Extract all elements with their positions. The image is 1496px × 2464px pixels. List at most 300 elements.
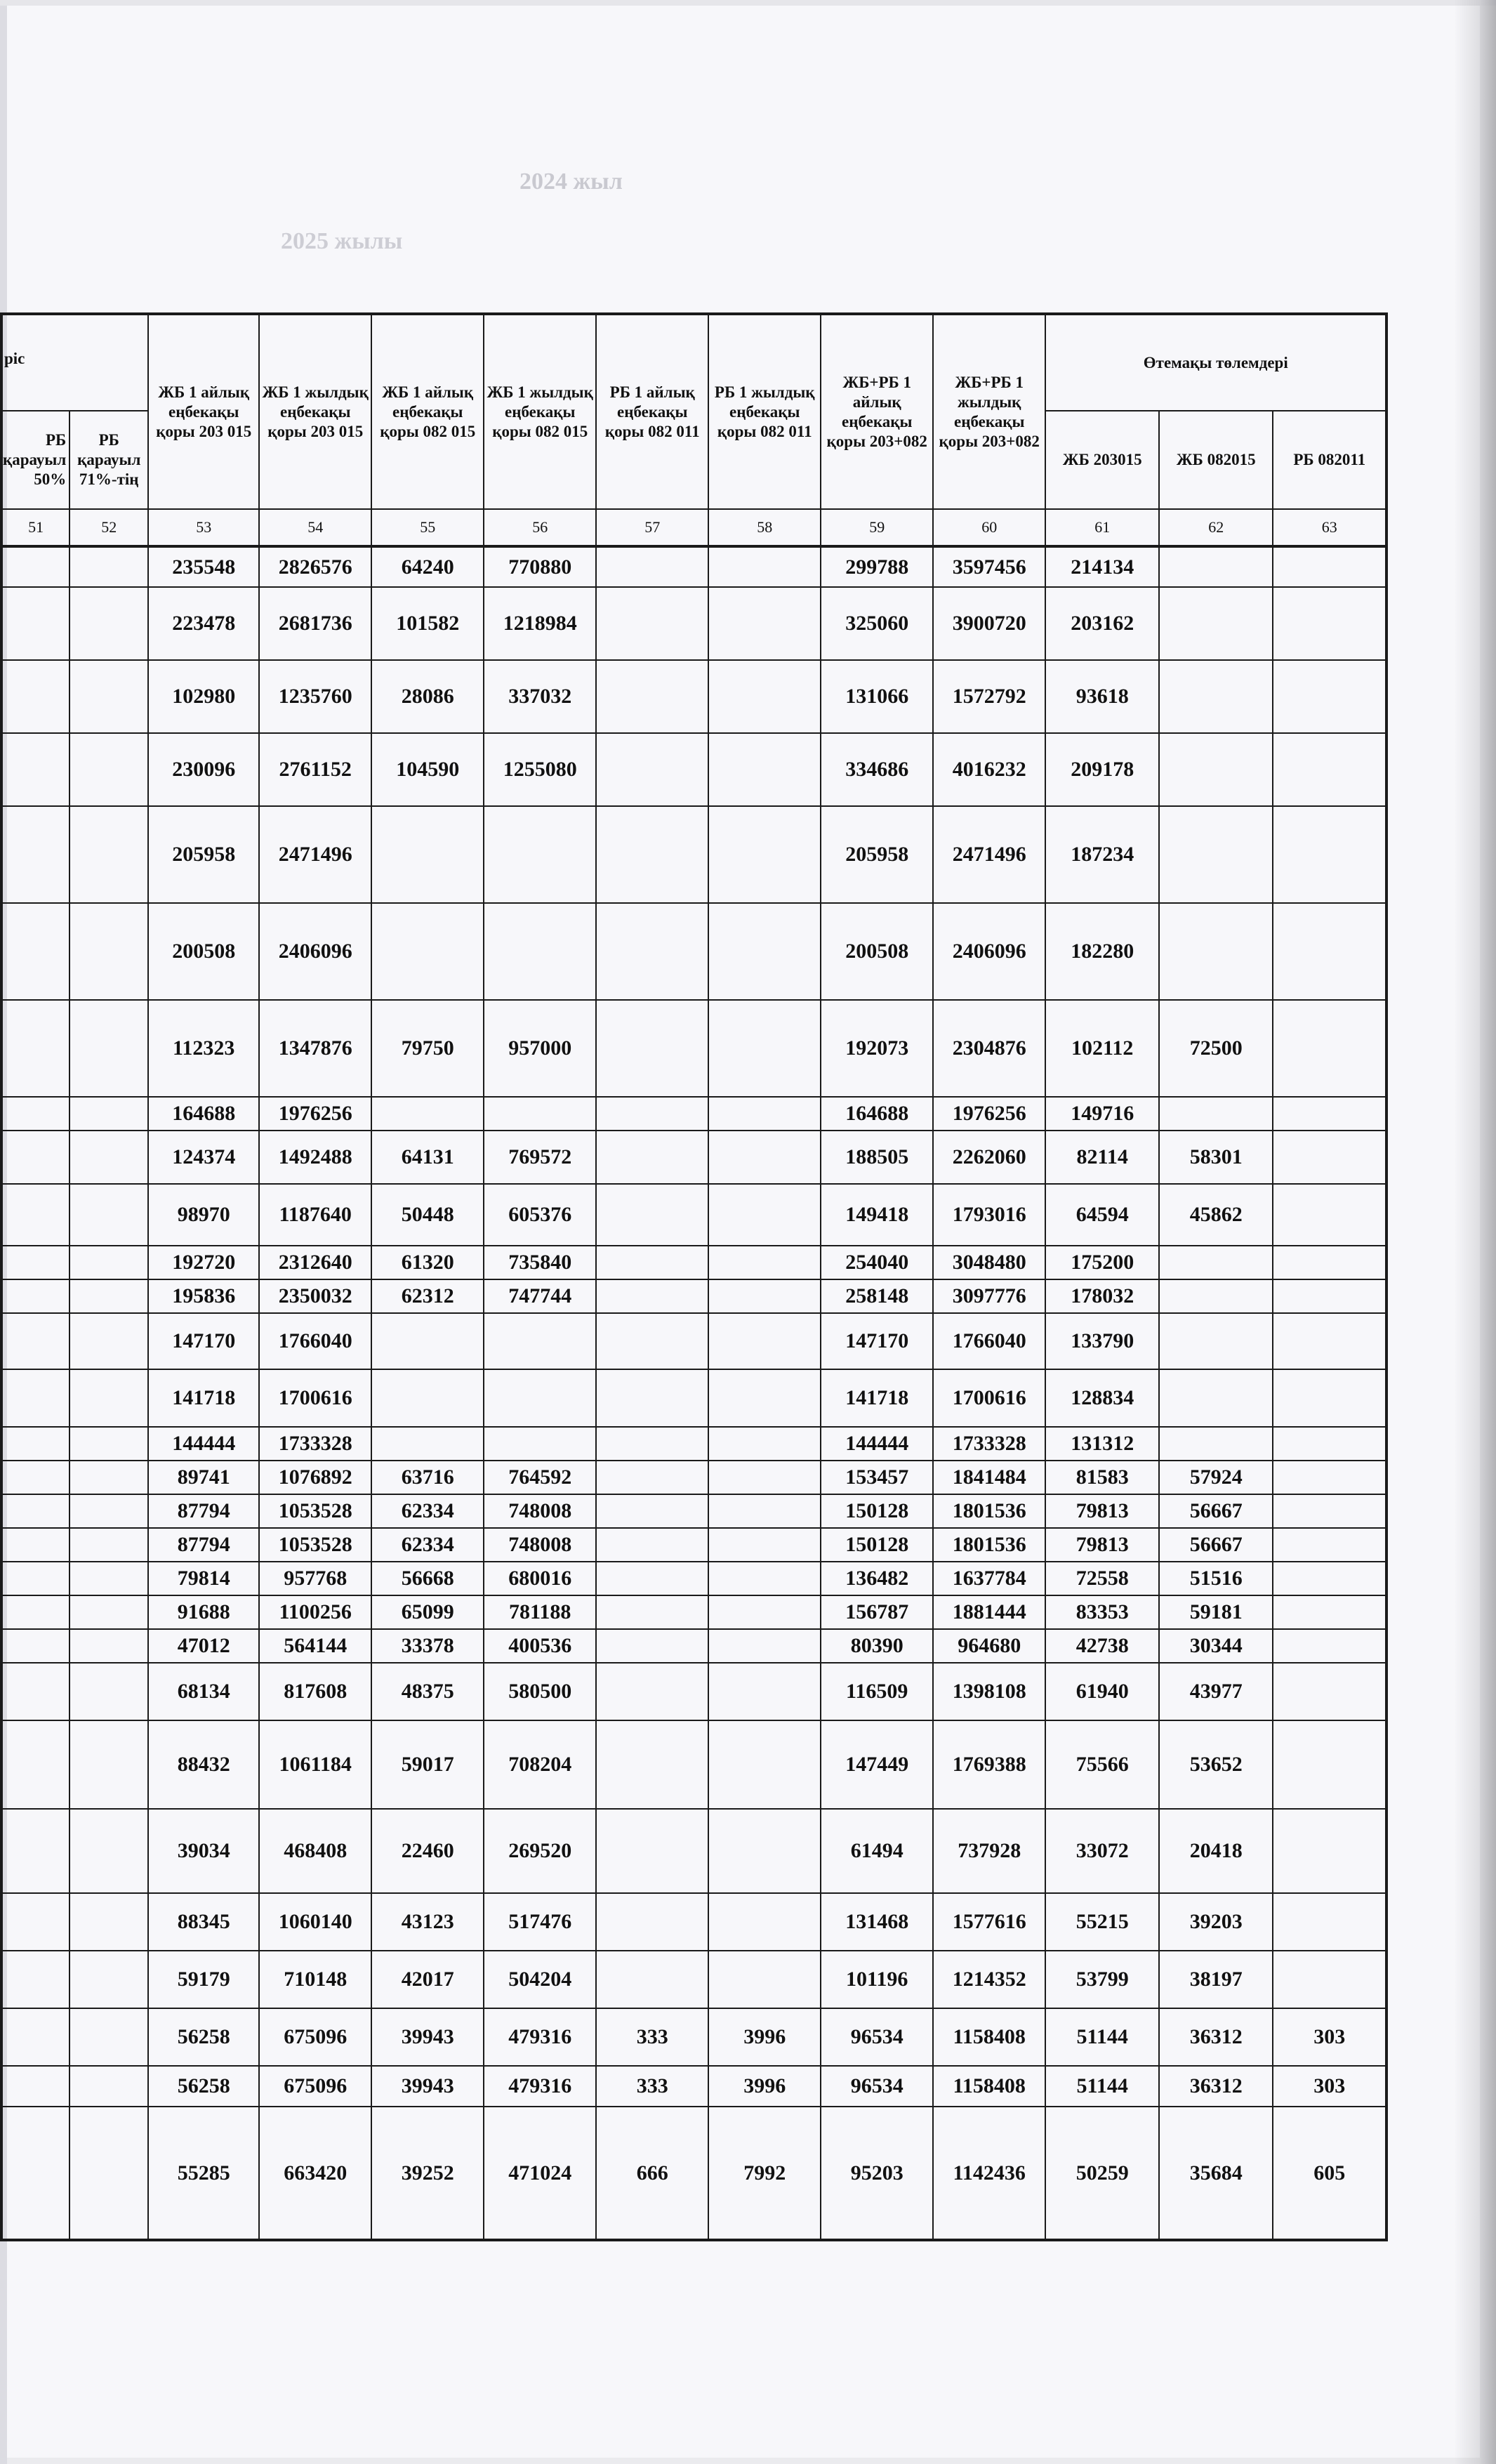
table-cell: [1, 1595, 69, 1629]
table-cell: [1273, 1562, 1386, 1595]
table-cell: [708, 903, 821, 1000]
table-cell: 88432: [148, 1720, 259, 1809]
table-cell: 102980: [148, 660, 259, 733]
table-cell: 710148: [259, 1951, 371, 2008]
table-cell: [371, 1369, 484, 1427]
table-cell: 1347876: [259, 1000, 371, 1097]
table-cell: [708, 1184, 821, 1246]
table-cell: 62334: [371, 1528, 484, 1562]
column-number: 54: [259, 509, 371, 546]
table-cell: [1, 1951, 69, 2008]
header-col-60: ЖБ+РБ 1 жылдық еңбекақы қоры 203+082: [933, 314, 1045, 509]
table-cell: 72558: [1045, 1562, 1159, 1595]
table-cell: [69, 2066, 148, 2107]
table-body: [1, 546, 1386, 2240]
table-cell: [1, 546, 69, 587]
table-cell: 964680: [933, 1629, 1045, 1663]
table-cell: 2471496: [933, 806, 1045, 903]
table-cell: 95203: [821, 2107, 933, 2240]
table-cell: 2406096: [933, 903, 1045, 1000]
table-cell: [596, 1951, 708, 2008]
table-cell: 1881444: [933, 1595, 1045, 1629]
table-cell: 200508: [821, 903, 933, 1000]
table-cell: [596, 1246, 708, 1279]
table-cell: 708204: [484, 1720, 596, 1809]
table-row: [1, 2066, 1386, 2107]
table-cell: 299788: [821, 546, 933, 587]
table-cell: 102112: [1045, 1000, 1159, 1097]
table-cell: [1159, 546, 1273, 587]
table-cell: 182280: [1045, 903, 1159, 1000]
table-row: [1, 1427, 1386, 1461]
table-cell: [708, 1097, 821, 1131]
header-col-61: ЖБ 203015: [1045, 411, 1159, 509]
table-cell: 131468: [821, 1893, 933, 1951]
table-cell: [484, 806, 596, 903]
table-cell: [596, 1562, 708, 1595]
table-cell: [708, 587, 821, 660]
table-cell: [708, 1369, 821, 1427]
table-cell: [1, 1313, 69, 1369]
table-cell: 4016232: [933, 733, 1045, 806]
table-cell: 504204: [484, 1951, 596, 2008]
table-cell: 53799: [1045, 1951, 1159, 2008]
table-cell: [596, 733, 708, 806]
table-cell: 1769388: [933, 1720, 1045, 1809]
table-cell: 133790: [1045, 1313, 1159, 1369]
table-cell: [1, 1369, 69, 1427]
column-number: 59: [821, 509, 933, 546]
table-cell: 1976256: [933, 1097, 1045, 1131]
table-cell: [1, 1720, 69, 1809]
table-cell: [1, 733, 69, 806]
table-cell: 1801536: [933, 1528, 1045, 1562]
table-cell: [69, 587, 148, 660]
table-cell: 79813: [1045, 1528, 1159, 1562]
table-cell: 88345: [148, 1893, 259, 1951]
table-cell: 62334: [371, 1494, 484, 1528]
table-cell: 1214352: [933, 1951, 1045, 2008]
table-cell: 51516: [1159, 1562, 1273, 1595]
table-cell: 35684: [1159, 2107, 1273, 2240]
table-cell: 116509: [821, 1663, 933, 1720]
table-cell: [484, 1427, 596, 1461]
table-cell: [69, 1000, 148, 1097]
table-cell: [1273, 1528, 1386, 1562]
table-cell: [1273, 1809, 1386, 1893]
table-cell: [484, 1369, 596, 1427]
table-cell: [69, 660, 148, 733]
table-cell: 3048480: [933, 1246, 1045, 1279]
table-cell: 2826576: [259, 546, 371, 587]
table-cell: [596, 1629, 708, 1663]
table-cell: 39034: [148, 1809, 259, 1893]
header-col-52: РБ қарауыл 71%-тің: [69, 411, 148, 509]
table-cell: 205958: [821, 806, 933, 903]
table-cell: 65099: [371, 1595, 484, 1629]
table-cell: 1492488: [259, 1131, 371, 1184]
table-cell: 468408: [259, 1809, 371, 1893]
table-cell: 43123: [371, 1893, 484, 1951]
table-cell: [596, 587, 708, 660]
table-cell: 1158408: [933, 2066, 1045, 2107]
table-cell: [69, 2107, 148, 2240]
table-cell: 68134: [148, 1663, 259, 1720]
table-cell: 56258: [148, 2008, 259, 2066]
table-cell: 147449: [821, 1720, 933, 1809]
table-cell: [371, 1097, 484, 1131]
table-row: [1, 1246, 1386, 1279]
table-cell: [69, 1562, 148, 1595]
table-row: [1, 1663, 1386, 1720]
table-cell: 150128: [821, 1494, 933, 1528]
column-number: 52: [69, 509, 148, 546]
table-cell: [1, 1494, 69, 1528]
table-cell: 175200: [1045, 1246, 1159, 1279]
table-cell: [69, 1893, 148, 1951]
scan-top-edge: [0, 0, 1496, 6]
table-row: [1, 1494, 1386, 1528]
table-cell: 680016: [484, 1562, 596, 1595]
table-cell: 43977: [1159, 1663, 1273, 1720]
table-cell: [69, 1528, 148, 1562]
table-cell: [596, 1528, 708, 1562]
table-cell: 675096: [259, 2008, 371, 2066]
table-cell: [69, 1809, 148, 1893]
table-cell: [69, 1720, 148, 1809]
table-cell: [596, 1131, 708, 1184]
table-cell: [1, 1528, 69, 1562]
table-row: [1, 1313, 1386, 1369]
table-cell: [371, 1427, 484, 1461]
header-group-otemaky: Өтемақы төлемдері: [1045, 314, 1386, 411]
table-row: [1, 2008, 1386, 2066]
table-row: [1, 2107, 1386, 2240]
table-cell: [1159, 587, 1273, 660]
table-cell: 144444: [148, 1427, 259, 1461]
table-cell: [596, 806, 708, 903]
table-cell: [1273, 1494, 1386, 1528]
table-cell: [596, 1369, 708, 1427]
table-cell: [1, 1893, 69, 1951]
table-cell: [69, 1246, 148, 1279]
table-cell: [1, 1461, 69, 1494]
table-cell: 149716: [1045, 1097, 1159, 1131]
table-cell: [596, 903, 708, 1000]
table-row: [1, 1893, 1386, 1951]
table-cell: 666: [596, 2107, 708, 2240]
table-row: [1, 903, 1386, 1000]
table-cell: [1159, 660, 1273, 733]
table-cell: 781188: [484, 1595, 596, 1629]
table-cell: [1273, 660, 1386, 733]
table-row: [1, 1461, 1386, 1494]
table-cell: [484, 1313, 596, 1369]
table-cell: [1, 1629, 69, 1663]
table-cell: 45862: [1159, 1184, 1273, 1246]
table-cell: 164688: [148, 1097, 259, 1131]
table-cell: [596, 1000, 708, 1097]
table-cell: 1100256: [259, 1595, 371, 1629]
table-cell: 164688: [821, 1097, 933, 1131]
table-cell: [596, 1461, 708, 1494]
table-cell: 1572792: [933, 660, 1045, 733]
table-cell: 81583: [1045, 1461, 1159, 1494]
table-cell: 89741: [148, 1461, 259, 1494]
table-row: [1, 1279, 1386, 1313]
table-cell: 1142436: [933, 2107, 1045, 2240]
table-cell: 20418: [1159, 1809, 1273, 1893]
header-col-63: РБ 082011: [1273, 411, 1386, 509]
table-cell: 957000: [484, 1000, 596, 1097]
table-cell: 7992: [708, 2107, 821, 2240]
table-cell: [596, 1184, 708, 1246]
table-cell: 235548: [148, 546, 259, 587]
table-cell: 56667: [1159, 1528, 1273, 1562]
table-row: [1, 1000, 1386, 1097]
table-cell: [708, 1809, 821, 1893]
table-cell: [596, 660, 708, 733]
table-cell: 42017: [371, 1951, 484, 2008]
table-cell: [596, 1809, 708, 1893]
table-cell: 333: [596, 2008, 708, 2066]
table-cell: 128834: [1045, 1369, 1159, 1427]
table-cell: 1053528: [259, 1528, 371, 1562]
table-cell: 38197: [1159, 1951, 1273, 2008]
table-cell: 1218984: [484, 587, 596, 660]
table-cell: 2350032: [259, 1279, 371, 1313]
table-cell: 770880: [484, 546, 596, 587]
table-cell: 200508: [148, 903, 259, 1000]
table-cell: 33072: [1045, 1809, 1159, 1893]
table-cell: 2471496: [259, 806, 371, 903]
table-cell: 254040: [821, 1246, 933, 1279]
table-cell: [596, 1494, 708, 1528]
table-cell: 209178: [1045, 733, 1159, 806]
table-cell: [1, 1809, 69, 1893]
table-cell: [708, 1562, 821, 1595]
table-cell: 59017: [371, 1720, 484, 1809]
faint-show-through-title: 2024 жыл: [519, 169, 623, 195]
table-cell: [1273, 1720, 1386, 1809]
table-cell: [69, 1313, 148, 1369]
table-cell: [708, 1629, 821, 1663]
table-cell: 56668: [371, 1562, 484, 1595]
table-cell: 36312: [1159, 2008, 1273, 2066]
table-cell: 1801536: [933, 1494, 1045, 1528]
table-cell: [69, 1131, 148, 1184]
table-cell: 51144: [1045, 2008, 1159, 2066]
header-col-53: ЖБ 1 айлық еңбекақы қоры 203 015: [148, 314, 259, 509]
table-cell: 87794: [148, 1494, 259, 1528]
table-row: [1, 1720, 1386, 1809]
table-cell: 28086: [371, 660, 484, 733]
table-cell: 2761152: [259, 733, 371, 806]
table-cell: 112323: [148, 1000, 259, 1097]
table-cell: [708, 1528, 821, 1562]
table-cell: 33378: [371, 1629, 484, 1663]
table-cell: 517476: [484, 1893, 596, 1951]
table-cell: 334686: [821, 733, 933, 806]
table-cell: 48375: [371, 1663, 484, 1720]
table-cell: [1273, 1097, 1386, 1131]
table-cell: 764592: [484, 1461, 596, 1494]
table-row: [1, 587, 1386, 660]
table-cell: 605: [1273, 2107, 1386, 2240]
table-cell: [1159, 903, 1273, 1000]
table-cell: 50259: [1045, 2107, 1159, 2240]
table-cell: [1159, 1097, 1273, 1131]
table-cell: [708, 660, 821, 733]
table-cell: 675096: [259, 2066, 371, 2107]
table-cell: 1700616: [259, 1369, 371, 1427]
table-cell: [1, 903, 69, 1000]
table-cell: 1577616: [933, 1893, 1045, 1951]
table-row: [1, 660, 1386, 733]
table-cell: 325060: [821, 587, 933, 660]
table-cell: 580500: [484, 1663, 596, 1720]
table-cell: 64240: [371, 546, 484, 587]
table-row: [1, 806, 1386, 903]
table-cell: 303: [1273, 2008, 1386, 2066]
table-cell: [708, 1663, 821, 1720]
table-cell: [1, 1427, 69, 1461]
table-row: [1, 1595, 1386, 1629]
table-cell: [1, 1097, 69, 1131]
table-cell: [69, 903, 148, 1000]
table-row: [1, 1131, 1386, 1184]
table-cell: 56258: [148, 2066, 259, 2107]
table-cell: [596, 1893, 708, 1951]
table-cell: [1273, 1131, 1386, 1184]
table-cell: 663420: [259, 2107, 371, 2240]
table-cell: 64594: [1045, 1184, 1159, 1246]
table-cell: 223478: [148, 587, 259, 660]
table-cell: [708, 1893, 821, 1951]
table-cell: 51144: [1045, 2066, 1159, 2107]
table-cell: [1, 2066, 69, 2107]
table-cell: [1, 1184, 69, 1246]
table-cell: [69, 1951, 148, 2008]
table-cell: 3996: [708, 2008, 821, 2066]
table-cell: [1273, 1893, 1386, 1951]
table-cell: 72500: [1159, 1000, 1273, 1097]
table-cell: [1, 1663, 69, 1720]
table-cell: [708, 1131, 821, 1184]
header-col-51: РБ қарауыл 50%: [1, 411, 69, 509]
table-cell: 1733328: [259, 1427, 371, 1461]
table-cell: 101196: [821, 1951, 933, 2008]
column-number: 61: [1045, 509, 1159, 546]
table-cell: 303: [1273, 2066, 1386, 2107]
header-col-57: РБ 1 айлық еңбекақы қоры 082 011: [596, 314, 708, 509]
table-cell: 62312: [371, 1279, 484, 1313]
table-cell: [484, 903, 596, 1000]
table-cell: 1076892: [259, 1461, 371, 1494]
table-cell: 769572: [484, 1131, 596, 1184]
table-cell: [371, 806, 484, 903]
table-cell: 55285: [148, 2107, 259, 2240]
table-cell: [371, 903, 484, 1000]
table-cell: 156787: [821, 1595, 933, 1629]
faint-show-through-subtitle: 2025 жылы: [281, 228, 403, 254]
table-cell: [69, 1461, 148, 1494]
table-cell: 96534: [821, 2008, 933, 2066]
table-cell: 57924: [1159, 1461, 1273, 1494]
table-cell: [1, 1000, 69, 1097]
table-cell: 337032: [484, 660, 596, 733]
table-cell: 83353: [1045, 1595, 1159, 1629]
table-cell: [1, 2008, 69, 2066]
table-cell: 36312: [1159, 2066, 1273, 2107]
table-cell: 1733328: [933, 1427, 1045, 1461]
table-cell: 93618: [1045, 660, 1159, 733]
table-cell: 1061184: [259, 1720, 371, 1809]
table-cell: 55215: [1045, 1893, 1159, 1951]
table-cell: 230096: [148, 733, 259, 806]
table-cell: [1273, 1000, 1386, 1097]
table-cell: 748008: [484, 1528, 596, 1562]
table-cell: 141718: [148, 1369, 259, 1427]
table-cell: 59179: [148, 1951, 259, 2008]
table-cell: [708, 1720, 821, 1809]
table-cell: 1793016: [933, 1184, 1045, 1246]
table-cell: 187234: [1045, 806, 1159, 903]
column-number: 51: [1, 509, 69, 546]
table-cell: [69, 1595, 148, 1629]
table-cell: 47012: [148, 1629, 259, 1663]
table-cell: [1273, 546, 1386, 587]
table-cell: 1766040: [933, 1313, 1045, 1369]
table-cell: 30344: [1159, 1629, 1273, 1663]
table-cell: 1060140: [259, 1893, 371, 1951]
table-cell: 131066: [821, 660, 933, 733]
table-cell: 87794: [148, 1528, 259, 1562]
table-cell: [596, 1313, 708, 1369]
table-row: [1, 1184, 1386, 1246]
table-cell: [1159, 806, 1273, 903]
table-cell: [1159, 1246, 1273, 1279]
scan-right-shadow: [1454, 0, 1496, 2464]
table-cell: [69, 2008, 148, 2066]
header-group-left: ріс: [1, 314, 148, 411]
table-cell: [69, 1629, 148, 1663]
table-cell: [1273, 1663, 1386, 1720]
table-cell: 1158408: [933, 2008, 1045, 2066]
header-col-56: ЖБ 1 жылдық еңбекақы қоры 082 015: [484, 314, 596, 509]
table-cell: 59181: [1159, 1595, 1273, 1629]
header-col-54: ЖБ 1 жылдық еңбекақы қоры 203 015: [259, 314, 371, 509]
table-cell: [1273, 1461, 1386, 1494]
table-cell: 479316: [484, 2008, 596, 2066]
column-number: 58: [708, 509, 821, 546]
table-row: [1, 1629, 1386, 1663]
table-cell: [69, 1279, 148, 1313]
table-cell: [596, 1097, 708, 1131]
header-col-62: ЖБ 082015: [1159, 411, 1273, 509]
table-cell: 1976256: [259, 1097, 371, 1131]
table-cell: [1, 587, 69, 660]
table-cell: [1273, 1279, 1386, 1313]
table-cell: [1273, 1629, 1386, 1663]
table-cell: [69, 1184, 148, 1246]
table-cell: [1, 806, 69, 903]
table-cell: [596, 1427, 708, 1461]
table-cell: 64131: [371, 1131, 484, 1184]
table-cell: 1255080: [484, 733, 596, 806]
table-cell: [69, 806, 148, 903]
table-cell: 39943: [371, 2066, 484, 2107]
